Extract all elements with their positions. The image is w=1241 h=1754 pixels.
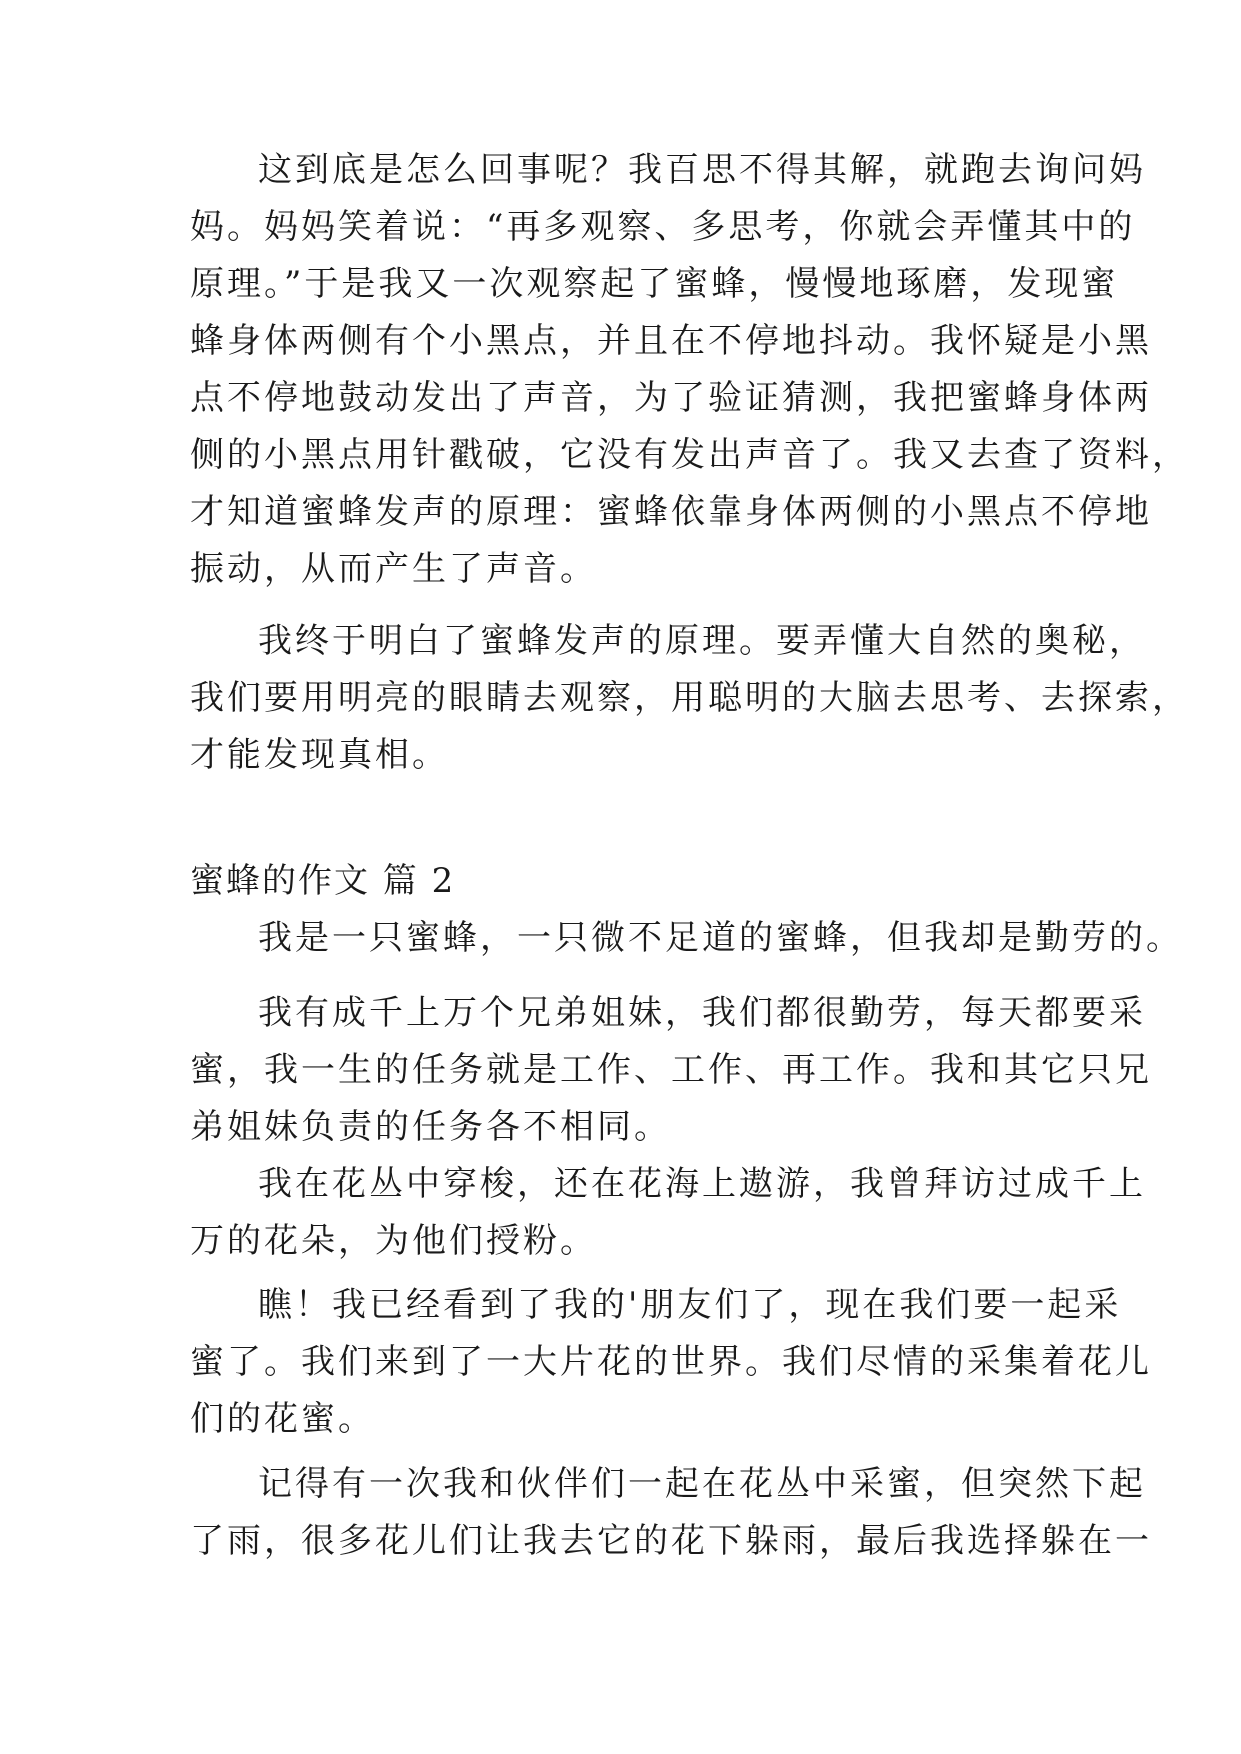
section2-paragraph2-line1: 我有成千上万个兄弟姐妹，我们都很勤劳，每天都要采 — [258, 993, 1146, 1033]
section2-paragraph1-line1: 我是一只蜜蜂，一只微不足道的蜜蜂，但我却是勤劳的。 — [258, 918, 1183, 958]
section1-paragraph1-line1: 这到底是怎么回事呢？我百思不得其解，就跑去询问妈 — [258, 150, 1146, 190]
section2-paragraph5-line2: 了雨，很多花儿们让我去它的花下躲雨，最后我选择躲在一 — [190, 1521, 1152, 1561]
document-body — [190, 0, 1189, 1754]
section2-paragraph3-line1: 我在花丛中穿梭，还在花海上遨游，我曾拜访过成千上 — [258, 1164, 1146, 1204]
section2-paragraph4-line1: 瞧！我已经看到了我的'朋友们了，现在我们要一起采 — [258, 1285, 1122, 1325]
section2-paragraph2-line2: 蜜，我一生的任务就是工作、工作、再工作。我和其它只兄 — [190, 1050, 1152, 1090]
section1-paragraph1-line5: 点不停地鼓动发出了声音，为了验证猜测，我把蜜蜂身体两 — [190, 378, 1152, 418]
section1-paragraph2-line2: 我们要用明亮的眼睛去观察，用聪明的大脑去思考、去探索， — [190, 678, 1189, 718]
section2-heading: 蜜蜂的作文 篇 2 — [190, 861, 456, 901]
section1-paragraph1-line3: 原理。”于是我又一次观察起了蜜蜂，慢慢地琢磨，发现蜜 — [190, 264, 1119, 304]
section1-paragraph1-line7: 才知道蜜蜂发声的原理：蜜蜂依靠身体两侧的小黑点不停地 — [190, 492, 1152, 532]
section2-paragraph5-line1: 记得有一次我和伙伴们一起在花丛中采蜜，但突然下起 — [258, 1464, 1146, 1504]
section1-paragraph2-line1: 我终于明白了蜜蜂发声的原理。要弄懂大自然的奥秘， — [258, 621, 1146, 661]
section2-paragraph3-line2: 万的花朵，为他们授粉。 — [190, 1221, 597, 1261]
section1-paragraph1-line6: 侧的小黑点用针戳破，它没有发出声音了。我又去查了资料， — [190, 435, 1189, 475]
section1-paragraph1-line4: 蜂身体两侧有个小黑点，并且在不停地抖动。我怀疑是小黑 — [190, 321, 1152, 361]
section2-paragraph4-line2: 蜜了。我们来到了一大片花的世界。我们尽情的采集着花儿 — [190, 1342, 1152, 1382]
section1-paragraph2-line3: 才能发现真相。 — [190, 735, 449, 775]
section2-paragraph2-line3: 弟姐妹负责的任务各不相同。 — [190, 1107, 671, 1147]
section1-paragraph1-line2: 妈。妈妈笑着说：“再多观察、多思考，你就会弄懂其中的 — [190, 207, 1136, 247]
section2-paragraph4-line3: 们的花蜜。 — [190, 1399, 375, 1439]
section1-paragraph1-line8: 振动，从而产生了声音。 — [190, 549, 597, 589]
